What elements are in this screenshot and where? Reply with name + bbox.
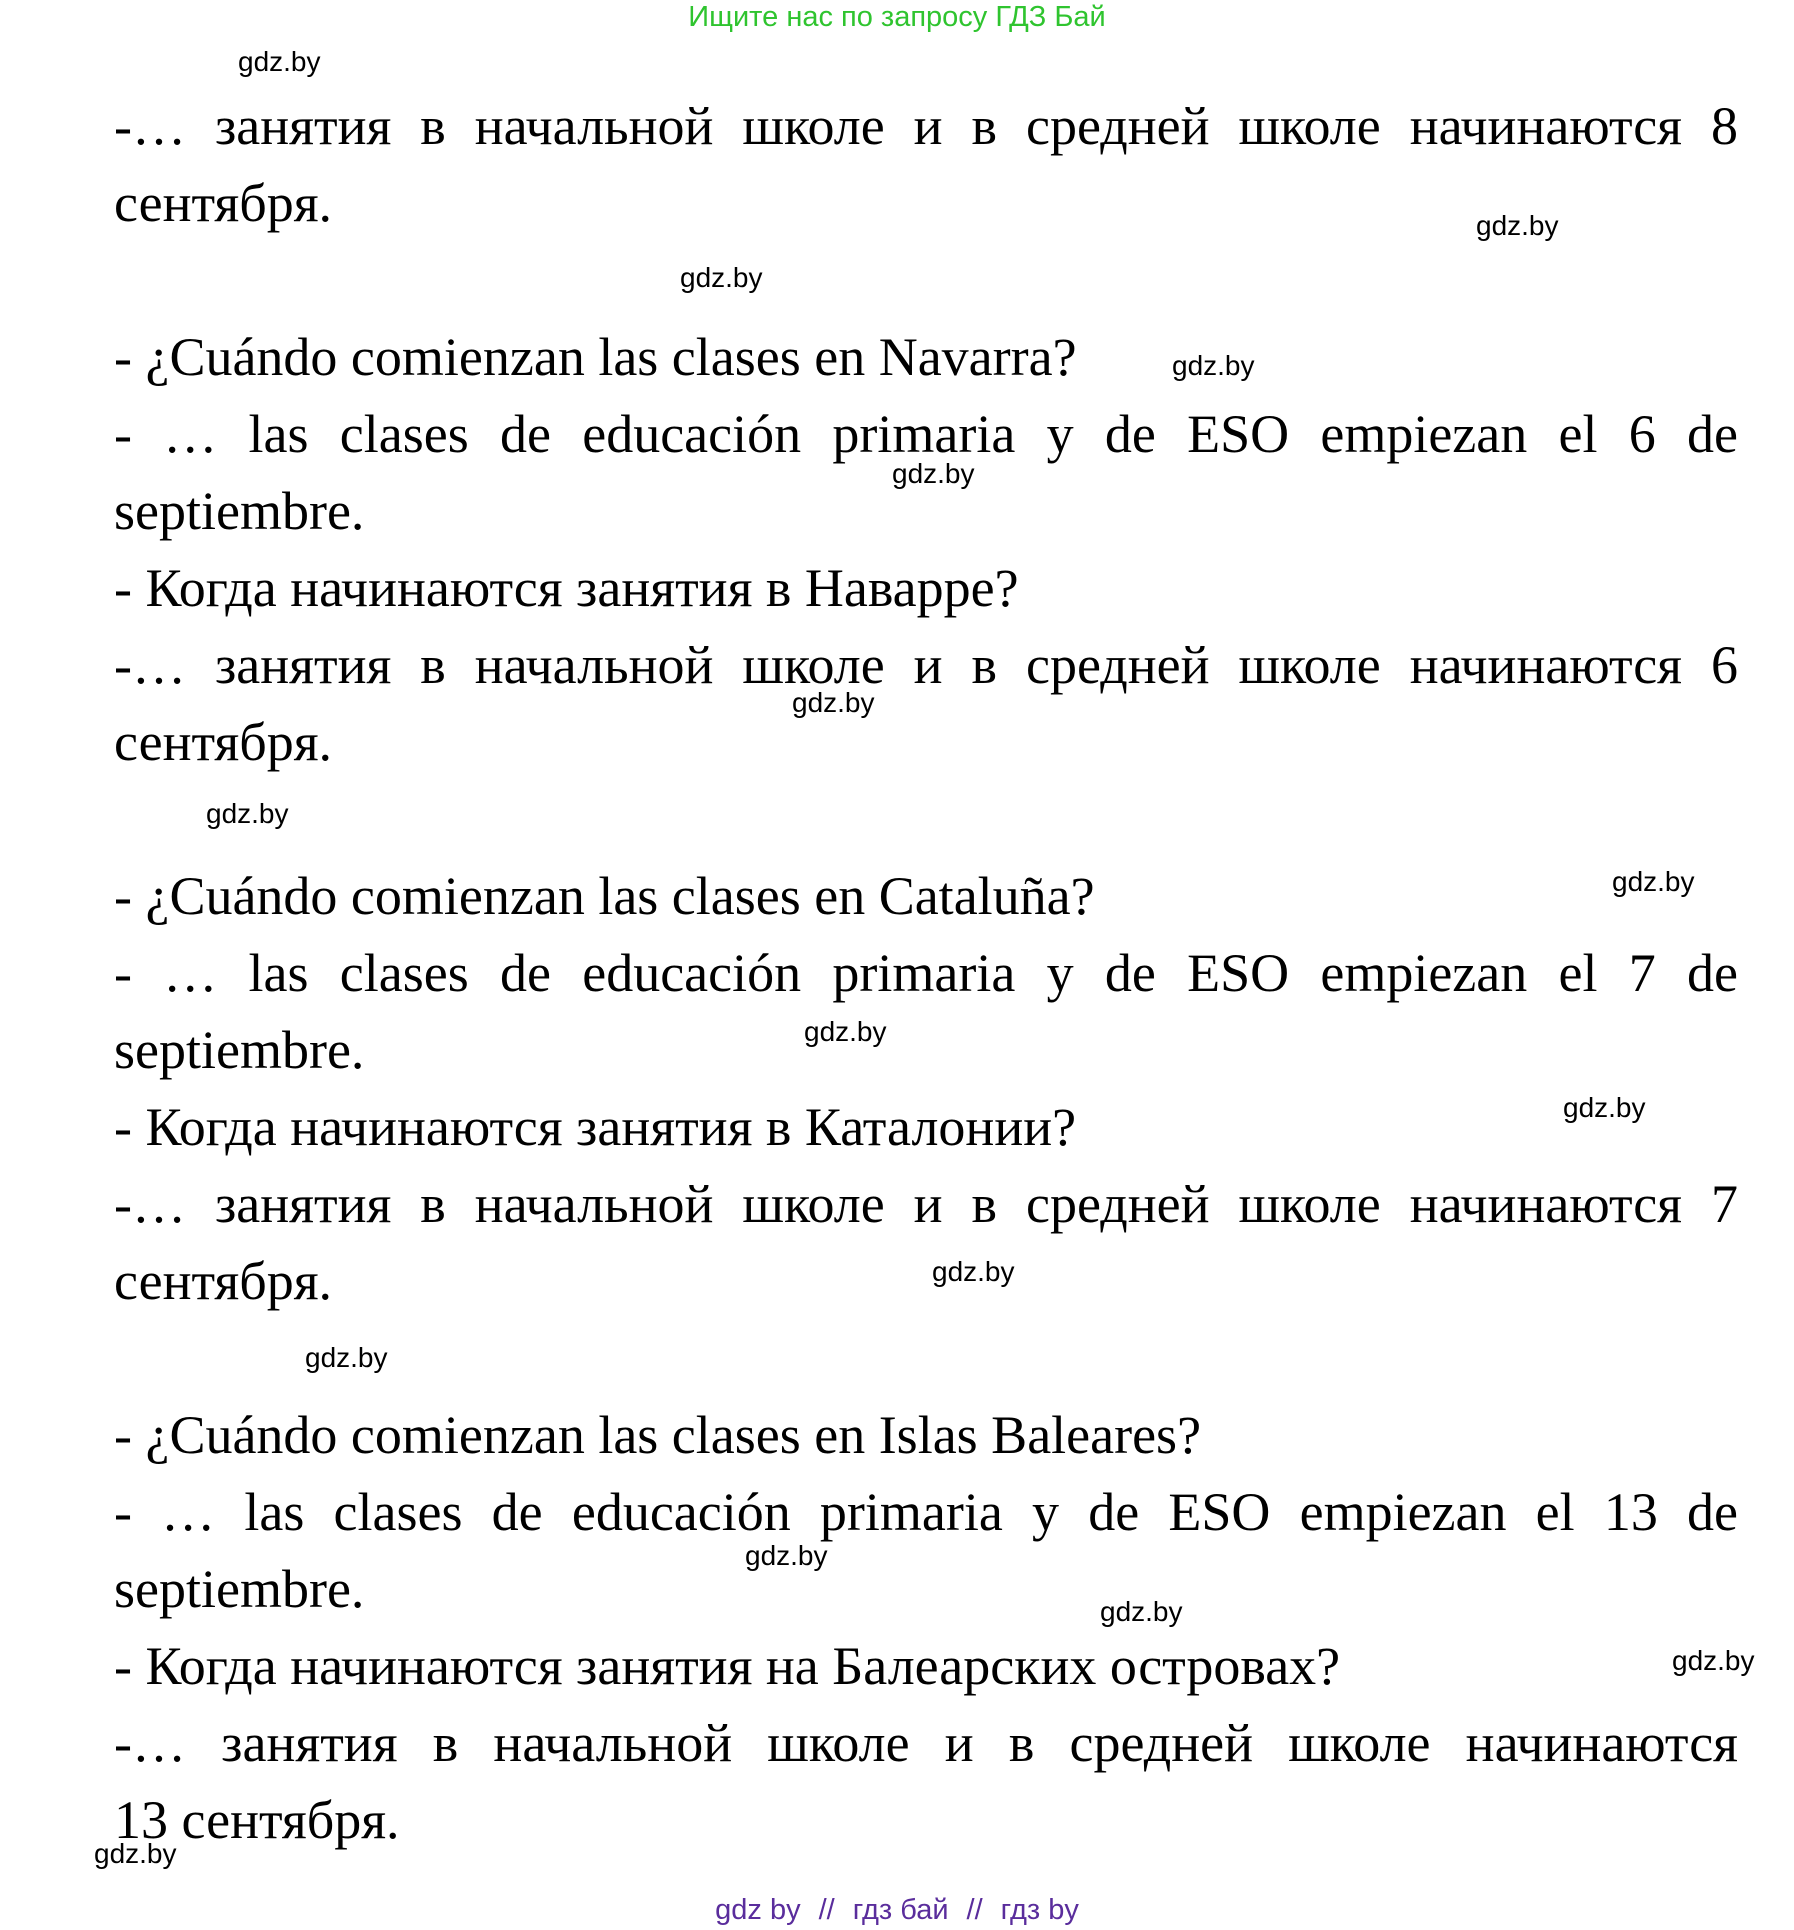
- watermark: gdz.by: [94, 1838, 177, 1869]
- text-line: - … las clases de educación primaria y de ESO empiezan el 7 de: [114, 943, 1738, 1003]
- text-line: - ¿Cuándo comienzan las clases en Islas Baleares?: [114, 1405, 1202, 1465]
- text-line: - … las clases de educación primaria y de ESO empiezan el 13 de: [114, 1482, 1738, 1542]
- watermark: gdz.by: [305, 1342, 388, 1373]
- watermark: gdz.by: [804, 1016, 887, 1047]
- footer-link-gdz-by-cyr[interactable]: гдз by: [1000, 1894, 1079, 1926]
- answer-text: [114, 88, 1738, 1859]
- text-line: - ¿Cuándo comienzan las clases en Cataluña?: [114, 866, 1095, 926]
- watermark: gdz.by: [745, 1540, 828, 1571]
- footer: [0, 1893, 1794, 1927]
- top-banner: Ищите нас по запросу ГДЗ Бай: [688, 1, 1106, 33]
- text-line: 13 сентября.: [114, 1790, 400, 1850]
- footer-link-gdz-bai[interactable]: гдз бай: [852, 1894, 949, 1926]
- text-line: сентября.: [114, 712, 333, 772]
- watermark: gdz.by: [792, 687, 875, 718]
- footer-link-gdz-by[interactable]: gdz by: [715, 1894, 801, 1926]
- text-line: septiembre.: [114, 1020, 365, 1080]
- paragraph-gap: [114, 242, 1738, 319]
- text-line: -… занятия в начальной школе и в средней школе начинаются 6: [114, 635, 1738, 695]
- text-line: - ¿Cuándo comienzan las clases en Navarra?: [114, 327, 1077, 387]
- text-line: septiembre.: [114, 481, 365, 541]
- footer-separator: //: [966, 1894, 983, 1926]
- text-line: -… занятия в начальной школе и в средней школе начинаются 8: [114, 96, 1738, 156]
- footer-separator: //: [818, 1894, 835, 1926]
- text-line: - Когда начинаются занятия в Наварре?: [114, 558, 1019, 618]
- watermark: gdz.by: [1100, 1596, 1183, 1627]
- watermark: gdz.by: [206, 798, 289, 829]
- watermark: gdz.by: [1563, 1092, 1646, 1123]
- watermark: gdz.by: [1476, 210, 1559, 241]
- watermark: gdz.by: [680, 262, 763, 293]
- watermark: gdz.by: [932, 1256, 1015, 1287]
- text-line: -… занятия в начальной школе и в средней школе начинаются: [114, 1713, 1738, 1773]
- text-line: сентября.: [114, 1251, 333, 1311]
- watermark: gdz.by: [892, 458, 975, 489]
- text-line: сентября.: [114, 173, 333, 233]
- text-line: - Когда начинаются занятия в Каталонии?: [114, 1097, 1077, 1157]
- watermark: gdz.by: [238, 46, 321, 77]
- text-line: - … las clases de educación primaria y de ESO empiezan el 6 de: [114, 404, 1738, 464]
- watermark: gdz.by: [1672, 1645, 1755, 1676]
- watermark: gdz.by: [1612, 866, 1695, 897]
- paragraph-gap: [114, 781, 1738, 858]
- watermark: gdz.by: [1172, 350, 1255, 381]
- text-line: -… занятия в начальной школе и в средней школе начинаются 7: [114, 1174, 1738, 1234]
- text-line: septiembre.: [114, 1559, 365, 1619]
- text-line: - Когда начинаются занятия на Балеарских островах?: [114, 1636, 1341, 1696]
